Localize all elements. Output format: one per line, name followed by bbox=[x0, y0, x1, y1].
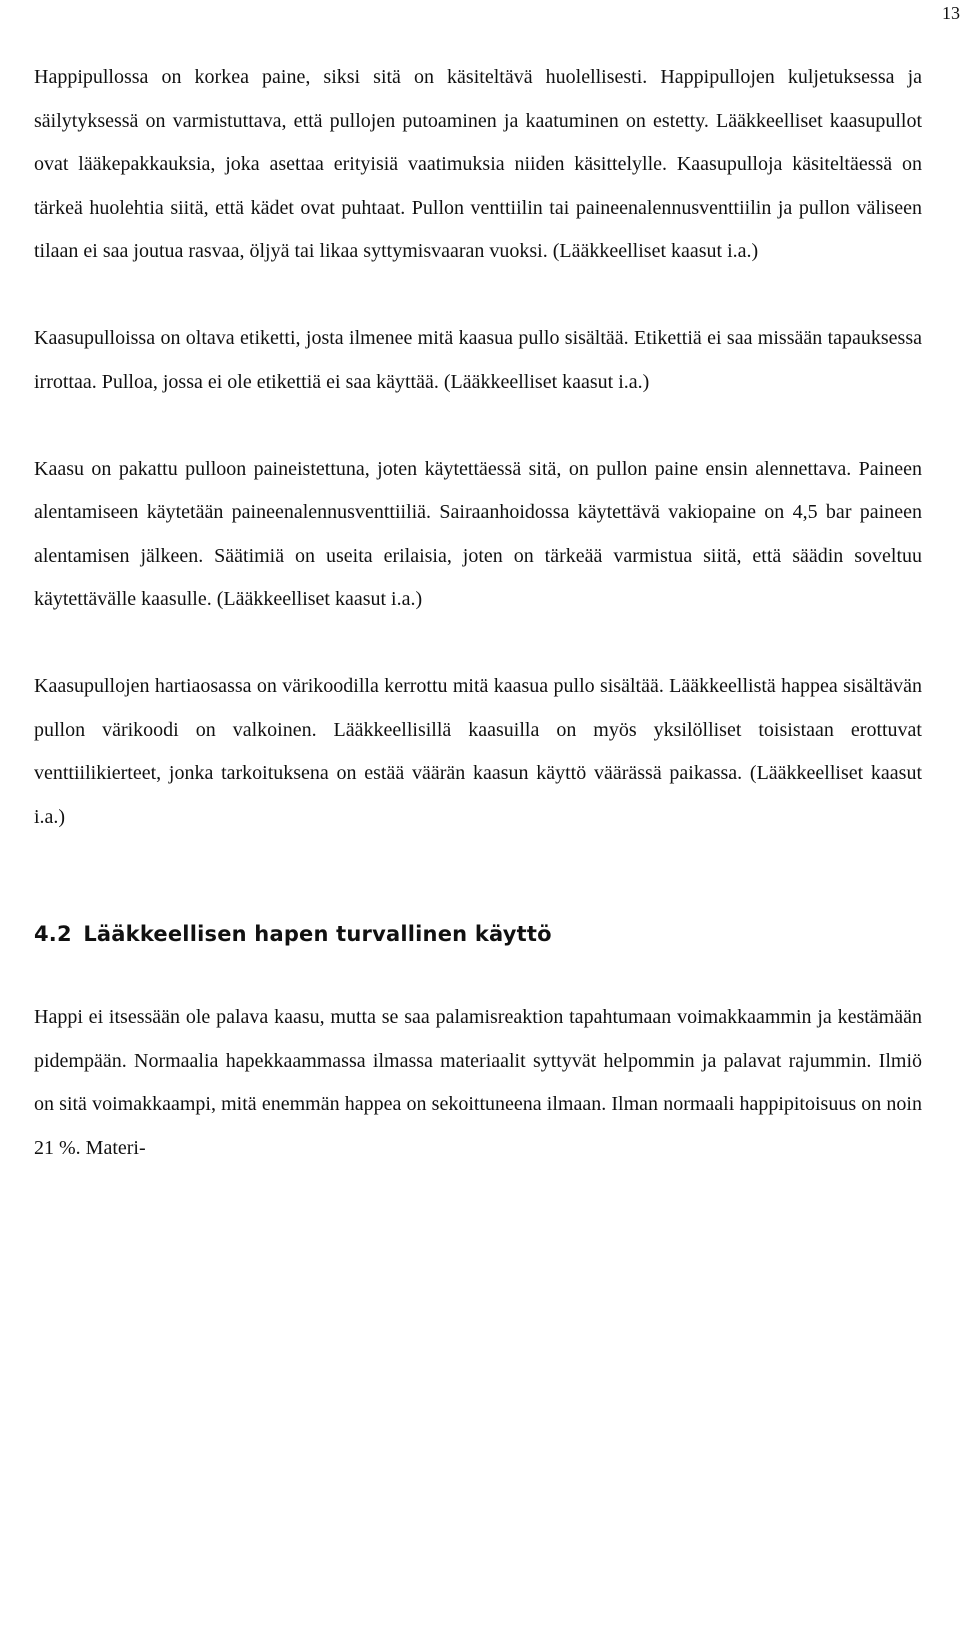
section-heading bbox=[34, 919, 922, 949]
page-number: 13 bbox=[942, 3, 960, 23]
paragraph-cylinder-label: Kaasupulloissa on oltava etiketti, josta ilmenee mitä kaasua pullo sisältää. Etikettiä ei saa missään tapauksessa irrottaa. Pulloa, jossa ei ole etikettiä ei saa käyttää. (Lääkkeelliset kaasut i.a.) bbox=[34, 327, 922, 393]
paragraph-pressure-regulation: Kaasu on pakattu pulloon paineistettuna, joten käytettäessä sitä, on pullon paine ensin alennettava. Paineen alentamiseen käytetään paineenalennusventtiiliä. Sairaanhoidossa käytettävä vakiopaine on 4,5 bar paineen alentamisen jälkeen. Säätimiä on useita erilaisia, joten on tärkeää varmistua siitä, että säädin soveltuu käytettävälle kaasulle. (Lääkkeelliset kaasut i.a.) bbox=[34, 457, 922, 610]
paragraph-color-coding: Kaasupullojen hartiaosassa on värikoodilla kerrottu mitä kaasua pullo sisältää. Lääkkeellistä happea sisältävän pullon värikoodi on valkoinen. Lääkkeellisillä kaasuilla on myös yksilölliset toisistaan erottuvat venttiilikierteet, jonka tarkoituksena on estää väärän kaasun käyttö väärässä paikassa. (Lääkkeelliset kaasut i.a.) bbox=[34, 675, 922, 828]
paragraph-oxygen-cylinder-handling: Happipullossa on korkea paine, siksi sitä on käsiteltävä huolellisesti. Happipullojen kuljetuksessa ja säilytyksessä on varmistuttava, että pullojen putoaminen ja kaatuminen on estetty. Lääkkeelliset kaasupullot ovat lääkepakkauksia, joka asettaa erityisiä vaatimuksia niiden käsittelylle. Kaasupulloja käsiteltäessä on tärkeä huolehtia siitä, että kädet ovat puhtaat. Pullon venttiilin tai paineenalennusventtiilin ja pullon väliseen tilaan ei saa joutua rasvaa, öljyä tai likaa syttymisvaaran vuoksi. (Lääkkeelliset kaasut i.a.) bbox=[34, 66, 922, 262]
page-body bbox=[34, 56, 922, 1170]
section-number: 4.2 bbox=[34, 922, 72, 946]
section-title: Lääkkeellisen hapen turvallinen käyttö bbox=[83, 922, 552, 946]
paragraph-oxygen-combustion: Happi ei itsessään ole palava kaasu, mutta se saa palamisreaktion tapahtumaan voimakkaammin ja kestämään pidempään. Normaalia hapekkaammassa ilmassa materiaalit syttyvät helpommin ja palavat rajummin. Ilmiö on sitä voimakkaampi, mitä enemmän happea on sekoittuneena ilmaan. Ilman normaali happipitoisuus on noin 21 %. Materi- bbox=[34, 1006, 922, 1159]
